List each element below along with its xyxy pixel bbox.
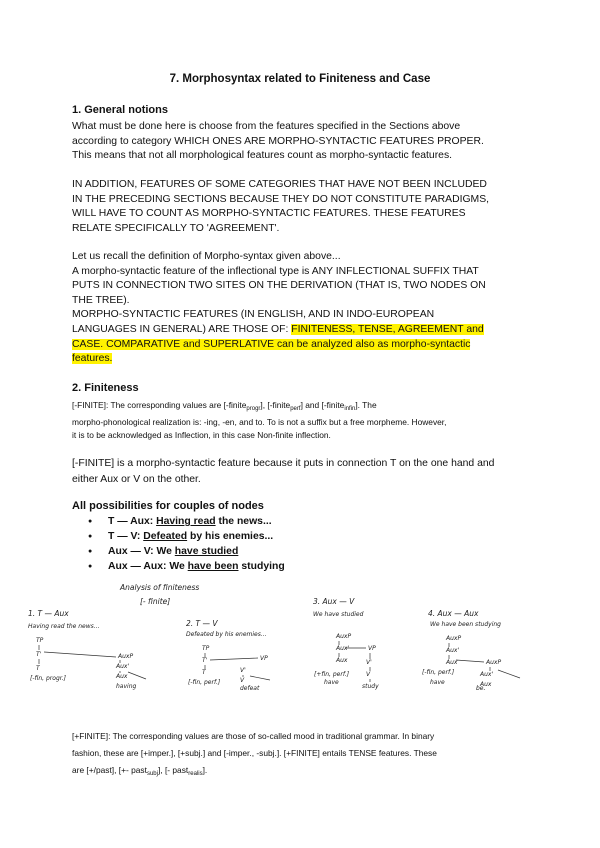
text-line: A morpho-syntactic feature of the inflectional type is ANY INFLECTIONAL SUFFIX THAT	[72, 265, 479, 277]
tree-panel-3	[313, 597, 379, 690]
tree-node: TP	[36, 637, 44, 644]
text-line: Let us recall the definition of Morpho-syntax given above...	[72, 251, 341, 262]
section-heading-general-notions: 1. General notions	[72, 104, 168, 116]
text-line: MORPHO-SYNTACTIC FEATURES (IN ENGLISH, AND IN INDO-EUROPEAN	[72, 309, 435, 321]
text-span: T — V:	[108, 531, 144, 542]
underlined-text: have been	[187, 561, 239, 572]
text-span: ]. The	[355, 400, 377, 410]
tree-node: V'	[366, 659, 372, 666]
text-line: IN THE PRECEDING SECTIONS BECAUSE THEY DO NOT CONSTITUTE PARADIGMS,	[72, 193, 490, 205]
text-span: ].	[202, 765, 208, 775]
sketch-top-label: Analysis of finiteness	[120, 583, 200, 592]
text-span: studying	[238, 561, 285, 572]
tree-node: Aux'	[480, 671, 494, 678]
paragraph-general-1	[72, 120, 520, 164]
tree-node: V	[366, 671, 371, 678]
tree-node: AuxP	[486, 659, 502, 666]
text-line: [-FINITE] is a morpho-syntactic feature because it puts in connection T on the one hand and	[72, 458, 495, 469]
tree-node: Aux'	[336, 645, 350, 652]
list-item	[88, 544, 285, 559]
subscript: perf	[290, 406, 301, 412]
text-span: are [+/past], [+- past	[72, 765, 147, 775]
panel-example: We have been studying	[430, 621, 501, 628]
tree-node: [+fin, perf.]	[314, 671, 350, 678]
tree-node: have	[430, 679, 445, 686]
tree-node: AuxP	[118, 653, 134, 660]
text-span: T — Aux:	[108, 516, 157, 527]
tree-node: AuxP	[336, 633, 352, 640]
highlighted-text: FINITENESS, TENSE, AGREEMENT and	[291, 323, 484, 335]
text-span: Aux — Aux: We	[108, 561, 188, 572]
highlighted-text: features.	[72, 353, 113, 365]
text-line: RELATE SPECIFICALLY TO 'AGREEMENT'.	[72, 222, 280, 234]
text-line: it is to be acknowledged as Inflection, in this case Non-finite inflection.	[72, 430, 331, 440]
tree-node: V	[240, 677, 245, 684]
text-line	[72, 399, 520, 416]
tree-node: defeat	[240, 685, 260, 690]
tree-node: Aux	[336, 657, 348, 664]
text-line: WILL HAVE TO COUNT AS MORPHO-SYNTACTIC FEATURES. THESE FEATURES	[72, 208, 466, 220]
tree-node: [-fin, perf.]	[422, 669, 455, 676]
underlined-text: have studied	[174, 546, 239, 557]
text-line: What must be done here is choose from the features specified in the Sections above	[72, 121, 461, 132]
subscript: progr	[246, 406, 261, 412]
tree-node: Aux	[480, 681, 492, 688]
tree-node: VP	[368, 645, 376, 652]
tree-node: T	[202, 669, 206, 676]
text-span: [-FINITE]: The corresponding values are [-finite	[72, 400, 247, 410]
text-span: LANGUAGES IN GENERAL) ARE THOSE OF:	[72, 323, 292, 335]
tree-node: V'	[240, 667, 246, 674]
paragraph-feature	[72, 456, 520, 488]
section-heading-finiteness: 2. Finiteness	[72, 382, 139, 394]
tree-node: be,	[476, 685, 486, 690]
text-span: Aux — V: We	[108, 546, 175, 557]
underlined-text: Having read	[156, 516, 216, 527]
panel-head: 4. Aux — Aux	[428, 609, 479, 618]
panel-example: Having read the news...	[28, 623, 100, 630]
underlined-text: Defeated	[143, 531, 188, 542]
paragraph-nonfinite	[72, 399, 520, 442]
paragraph-general-3	[72, 250, 520, 367]
text-line: IN ADDITION, FEATURES OF SOME CATEGORIES THAT HAVE NOT BEEN INCLUDED	[72, 179, 487, 190]
tree-panel-4	[422, 609, 520, 690]
text-span: the news...	[215, 516, 272, 527]
tree-node: Aux'	[116, 663, 130, 670]
text-line	[72, 352, 520, 367]
subscript: subj	[146, 771, 158, 777]
text-line: This means that not all morphological features count as morpho-syntactic features.	[72, 150, 453, 162]
tree-node: [-fin, perf.]	[188, 679, 221, 686]
panel-head: 3. Aux — V	[313, 597, 355, 606]
text-span: by his enemies...	[187, 531, 274, 542]
text-line: according to category WHICH ONES ARE MORPHO-SYNTACTIC FEATURES PROPER.	[72, 135, 484, 147]
list-heading: All possibilities for couples of nodes	[72, 500, 264, 512]
paragraph-general-2	[72, 178, 520, 236]
text-span: ] and [-finite	[300, 400, 345, 410]
text-line	[72, 323, 520, 338]
panel-head: 1. T — Aux	[28, 609, 69, 618]
text-line: morpho-phonological realization is: -ing, -en, and to. To is not a suffix but a free morpheme. However,	[72, 417, 447, 427]
subscript: infin	[344, 406, 356, 412]
tree-node: Aux	[116, 673, 128, 680]
tree-node: [-fin, progr.]	[30, 675, 66, 682]
list-item	[88, 514, 285, 529]
panel-head: 2. T — V	[186, 619, 218, 628]
text-span: ], [-finite	[260, 400, 291, 410]
node-couples-list	[88, 514, 285, 574]
tree-node: AuxP	[446, 635, 462, 642]
tree-panel-2	[186, 619, 270, 690]
text-line	[72, 762, 520, 783]
text-line: either Aux or V on the other.	[72, 474, 201, 485]
page-title: 7. Morphosyntax related to Finiteness and Case	[169, 73, 431, 85]
text-line: [+FINITE]: The corresponding values are those of so-called mood in traditional grammar. In binary	[72, 731, 435, 741]
subscript: realis	[188, 771, 203, 777]
list-item	[88, 559, 285, 574]
text-line	[72, 338, 520, 353]
paragraph-finite	[72, 728, 520, 783]
tree-node: Aux'	[446, 647, 460, 654]
tree-node: VP	[260, 655, 268, 662]
tree-node: TP	[202, 645, 210, 652]
sketch-sub-label: [- finite]	[140, 597, 171, 606]
panel-example: We have studied	[313, 611, 364, 618]
text-line: fashion, these are [+imper.], [+subj.] and [-imper., -subj.]. [+FINITE] entails TENSE features. These	[72, 748, 437, 758]
tree-node: Aux	[446, 659, 458, 666]
handwritten-tree-sketch	[28, 580, 588, 690]
panel-example: Defeated by his enemies...	[186, 631, 267, 638]
tree-node: T'	[202, 657, 208, 664]
text-line: PUTS IN CONNECTION TWO SITES ON THE DERIVATION (THAT IS, TWO NODES ON	[72, 280, 486, 292]
highlighted-text: CASE. COMPARATIVE and SUPERLATIVE can be analyzed also as morpho-syntactic	[72, 338, 471, 350]
tree-node: T'	[36, 651, 42, 658]
text-line: THE TREE).	[72, 294, 130, 306]
tree-node: T	[36, 665, 40, 672]
tree-panel-1	[28, 609, 146, 690]
tree-node: having	[116, 683, 137, 690]
tree-node: have	[324, 679, 339, 686]
tree-node: study	[362, 683, 379, 690]
list-item	[88, 529, 285, 544]
text-span: ], [- past	[157, 765, 189, 775]
